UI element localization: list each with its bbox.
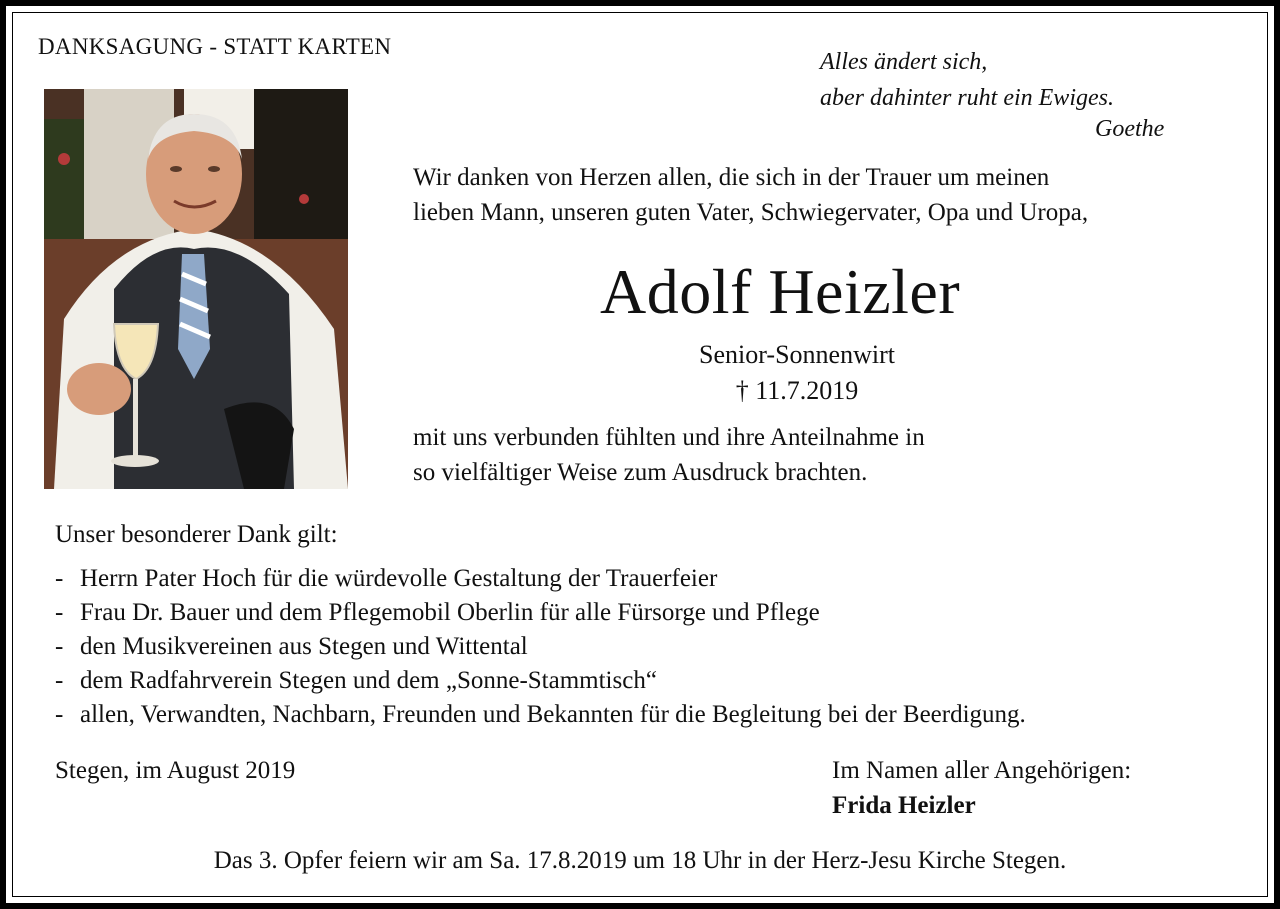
deceased-name: Adolf Heizler — [600, 256, 961, 327]
list-item: - den Musikvereinen aus Stegen und Wittental — [55, 633, 528, 660]
quote-author: Goethe — [1095, 116, 1165, 142]
list-item: - dem Radfahrverein Stegen und dem „Sonne-Stammtisch“ — [55, 667, 657, 694]
middle-line-1: mit uns verbunden fühlten und ihre Anteilnahme in — [413, 424, 925, 451]
list-item: - Herrn Pater Hoch für die würdevolle Gestaltung der Trauerfeier — [55, 565, 718, 592]
signature-name: Frida Heizler — [832, 792, 976, 819]
quote-line-2: aber dahinter ruht ein Ewiges. — [820, 85, 1114, 111]
deceased-date: † 11.7.2019 — [735, 376, 859, 405]
intro-text — [413, 160, 1088, 230]
portrait-illustration — [44, 89, 348, 489]
intro-line-1: Wir danken von Herzen allen, die sich in der Trauer um meinen — [413, 164, 1050, 191]
middle-line-2: so vielfältiger Weise zum Ausdruck brachten. — [413, 459, 868, 486]
header-title: DANKSAGUNG - STATT KARTEN — [38, 34, 392, 59]
thanks-list — [55, 562, 1026, 732]
quote-line-1: Alles ändert sich, — [820, 49, 988, 75]
signature-heading: Im Namen aller Angehörigen: — [832, 757, 1132, 784]
deceased-details — [413, 337, 1181, 409]
portrait-photo — [44, 89, 348, 489]
place-date: Stegen, im August 2019 — [55, 757, 296, 784]
list-item: - Frau Dr. Bauer und dem Pflegemobil Oberlin für alle Fürsorge und Pflege — [55, 599, 820, 626]
list-item: - allen, Verwandten, Nachbarn, Freunden und Bekannten für die Begleitung bei der Beerdigung. — [55, 701, 1026, 728]
thanks-heading: Unser besonderer Dank gilt: — [55, 521, 338, 548]
quote — [820, 44, 1114, 116]
deceased-role: Senior-Sonnenwirt — [699, 340, 895, 369]
intro-line-2: lieben Mann, unseren guten Vater, Schwiegervater, Opa und Uropa, — [413, 199, 1089, 226]
footer-note: Das 3. Opfer feiern wir am Sa. 17.8.2019 um 18 Uhr in der Herz-Jesu Kirche Stegen. — [213, 847, 1067, 874]
middle-text — [413, 420, 925, 490]
